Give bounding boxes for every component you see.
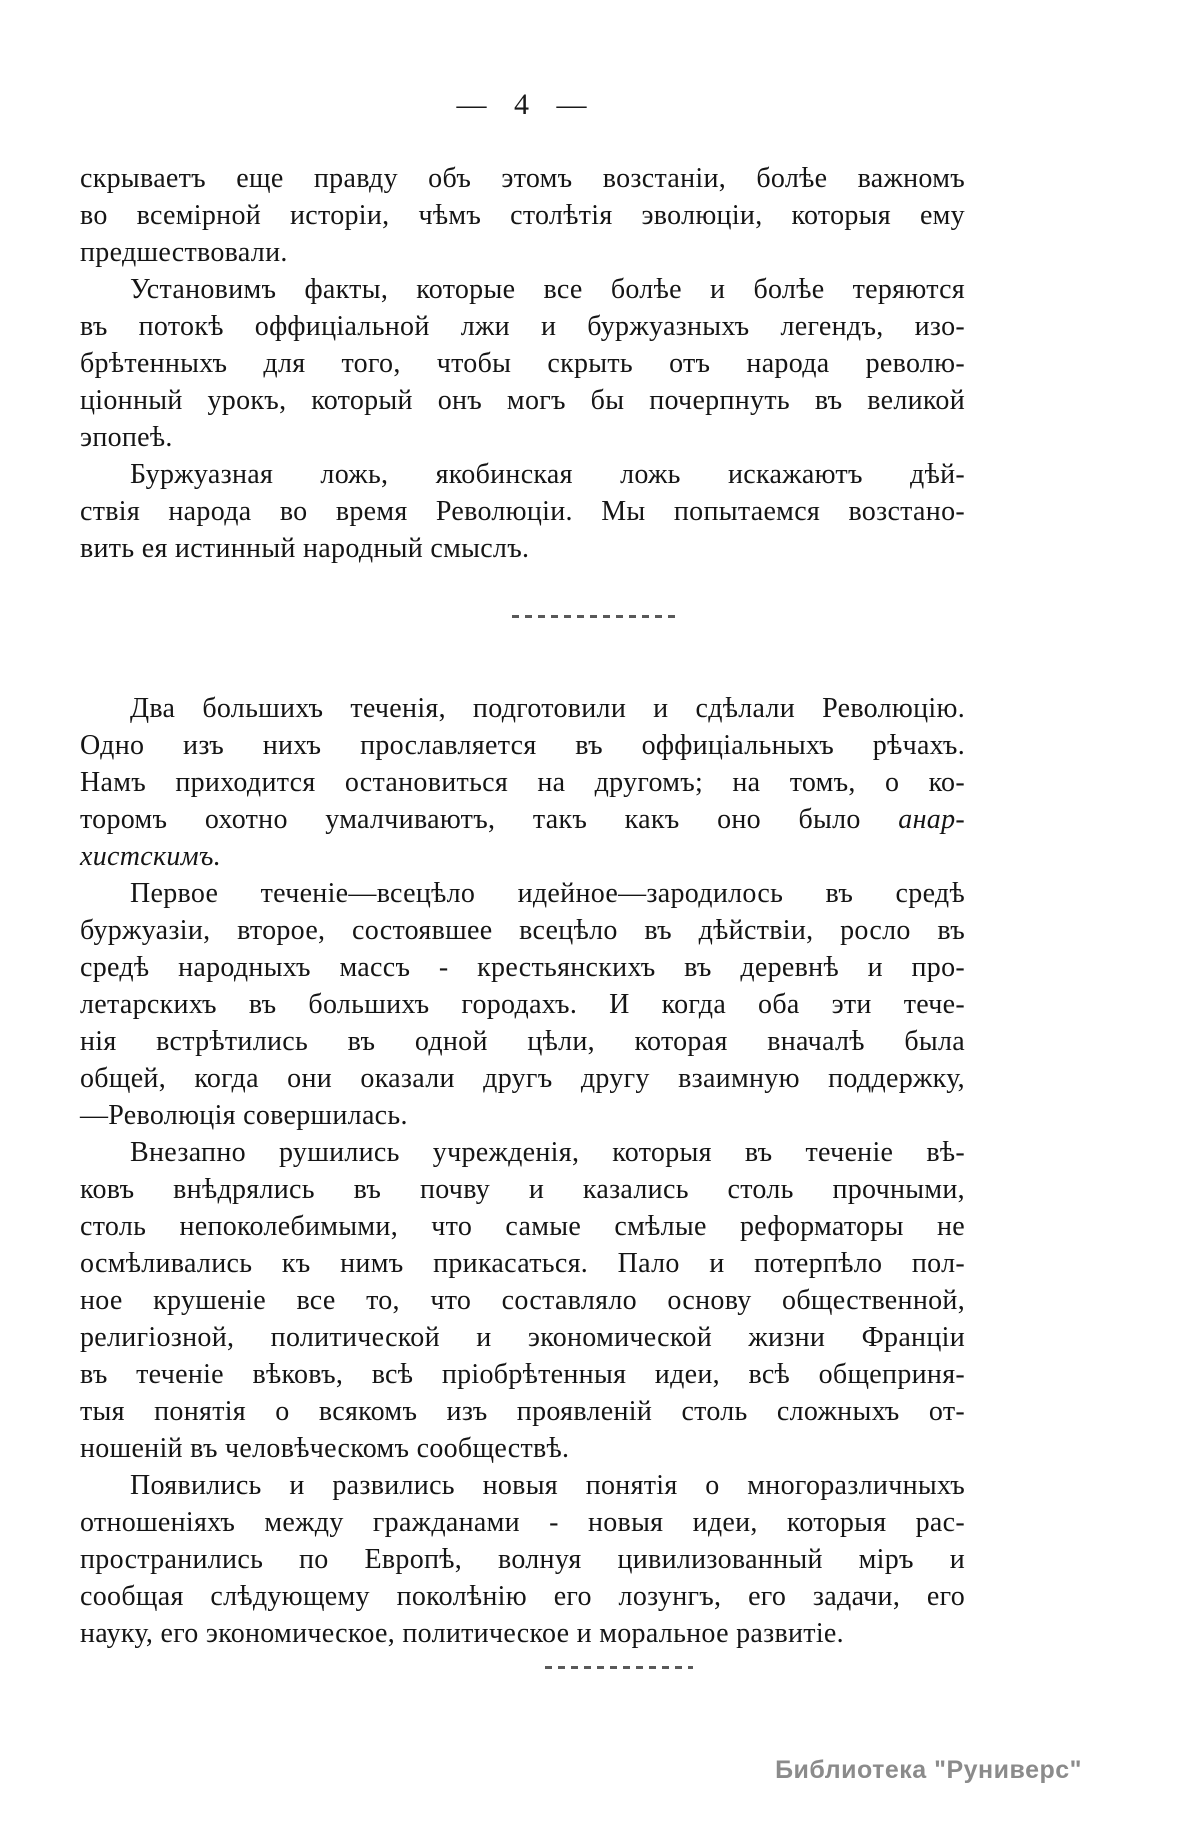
text-line <box>80 986 965 1023</box>
text-line <box>80 1282 965 1319</box>
text-line <box>80 949 965 986</box>
text-line <box>80 1208 965 1245</box>
text-segment: средѣ народныхъ массъ - крестьянскихъ въ деревнѣ и про- <box>80 952 965 983</box>
text-line <box>80 838 965 875</box>
text-line <box>80 1430 965 1467</box>
text-line <box>80 530 965 567</box>
text-line <box>80 308 965 345</box>
text-segment: въ теченіе вѣковъ, всѣ пріобрѣтенныя идеи, всѣ общеприня- <box>80 1359 965 1390</box>
text-line <box>80 1023 965 1060</box>
text-line <box>80 234 965 271</box>
library-watermark: Библиотека "Руниверс" <box>775 1756 1082 1784</box>
text-segment: Первое теченіе—всецѣло идейное—зародилось въ средѣ <box>130 878 965 909</box>
text-segment: Буржуазная ложь, якобинская ложь искажаютъ дѣй- <box>130 459 965 490</box>
text-segment: пространились по Европѣ, волнуя цивилизованный міръ и <box>80 1544 965 1575</box>
text-segment: въ потокѣ оффиціальной лжи и буржуазныхъ легендъ, изо- <box>80 311 965 342</box>
text-line <box>80 1134 965 1171</box>
italic-text: анар- <box>898 804 965 835</box>
text-segment: ціонный урокъ, который онъ могъ бы почерпнуть въ великой <box>80 385 965 416</box>
text-line <box>80 1578 965 1615</box>
text-line <box>80 1245 965 1282</box>
text-line <box>80 271 965 308</box>
text-line <box>80 1393 965 1430</box>
paragraph <box>80 1134 965 1467</box>
text-segment: во всемірной исторіи, чѣмъ столѣтія эволюціи, которыя ему <box>80 200 965 231</box>
text-line <box>80 197 965 234</box>
text-segment: Внезапно рушились учрежденія, которыя въ теченіе вѣ- <box>130 1137 965 1168</box>
text-segment: сообщая слѣдующему поколѣнію его лозунгъ, его задачи, его <box>80 1581 965 1612</box>
text-line <box>80 1356 965 1393</box>
text-segment: ное крушеніе все то, что составляло основу общественной, <box>80 1285 965 1316</box>
text-segment: торомъ охотно умалчиваютъ, такъ какъ оно было <box>80 804 899 835</box>
text-segment: предшествовали. <box>80 237 288 268</box>
text-line <box>80 419 965 456</box>
text-line <box>80 1319 965 1356</box>
text-segment: ствія народа во время Революціи. Мы попытаемся возстано- <box>80 496 965 527</box>
text-line <box>80 382 965 419</box>
text-line <box>80 912 965 949</box>
text-segment: Установимъ факты, которые все болѣе и болѣе теряются <box>130 274 965 305</box>
text-line <box>80 1060 965 1097</box>
paragraph <box>80 875 965 1134</box>
paragraph <box>80 1467 965 1652</box>
text-segment: нія встрѣтились въ одной цѣли, которая вначалѣ была <box>80 1026 965 1057</box>
italic-text: хистскимъ. <box>80 841 222 872</box>
section-divider <box>545 1666 693 1669</box>
text-line <box>80 1504 965 1541</box>
text-segment: религіозной, политической и экономической жизни Франціи <box>80 1322 965 1353</box>
paragraph <box>80 271 965 456</box>
text-line <box>80 456 965 493</box>
text-line <box>80 493 965 530</box>
text-segment: общей, когда они оказали другъ другу взаимную поддержку, <box>80 1063 965 1094</box>
page-number: — 4 — <box>456 88 589 121</box>
text-line <box>80 160 965 197</box>
text-segment: ношеній въ человѣческомъ сообществѣ. <box>80 1433 570 1464</box>
text-segment: Два большихъ теченія, подготовили и сдѣлали Революцію. <box>130 693 965 724</box>
text-line <box>80 1541 965 1578</box>
text-segment: осмѣливались къ нимъ прикасаться. Пало и потерпѣло пол- <box>80 1248 965 1279</box>
text-line <box>80 801 965 838</box>
text-segment: тыя понятія о всякомъ изъ проявленій столь сложныхъ от- <box>80 1396 965 1427</box>
text-line <box>80 1467 965 1504</box>
text-segment: брѣтенныхъ для того, чтобы скрыть отъ народа револю- <box>80 348 965 379</box>
text-segment: эпопеѣ. <box>80 422 173 453</box>
paragraph <box>80 160 965 271</box>
text-segment: Появились и развились новыя понятія о многоразличныхъ <box>130 1470 965 1501</box>
text-line <box>80 1171 965 1208</box>
paragraph <box>80 690 965 875</box>
text-segment: буржуазіи, второе, состоявшее всецѣло въ дѣйствіи, росло въ <box>80 915 965 946</box>
text-segment: столь непоколебимыми, что самые смѣлые реформаторы не <box>80 1211 965 1242</box>
text-segment: летарскихъ въ большихъ городахъ. И когда оба эти тече- <box>80 989 965 1020</box>
text-line <box>80 690 965 727</box>
text-line <box>80 1097 965 1134</box>
text-block <box>80 160 965 1669</box>
text-line <box>80 1615 965 1652</box>
text-line <box>80 764 965 801</box>
text-segment: ковъ внѣдрялись въ почву и казались столь прочными, <box>80 1174 965 1205</box>
text-segment: отношеніяхъ между гражданами - новыя идеи, которыя рас- <box>80 1507 965 1538</box>
text-line <box>80 727 965 764</box>
text-line <box>80 875 965 912</box>
text-segment: Намъ приходится остановиться на другомъ; на томъ, о ко- <box>80 767 965 798</box>
text-segment: науку, его экономическое, политическое и моральное развитіе. <box>80 1618 844 1649</box>
section-divider <box>512 615 677 618</box>
text-line <box>80 345 965 382</box>
text-segment: скрываетъ еще правду объ этомъ возстаніи, болѣе важномъ <box>80 163 965 194</box>
text-segment: вить ея истинный народный смыслъ. <box>80 533 530 564</box>
text-segment: —Революція совершилась. <box>80 1100 408 1131</box>
paragraph <box>80 456 965 567</box>
text-segment: Одно изъ нихъ прославляется въ оффиціальныхъ рѣчахъ. <box>80 730 965 761</box>
